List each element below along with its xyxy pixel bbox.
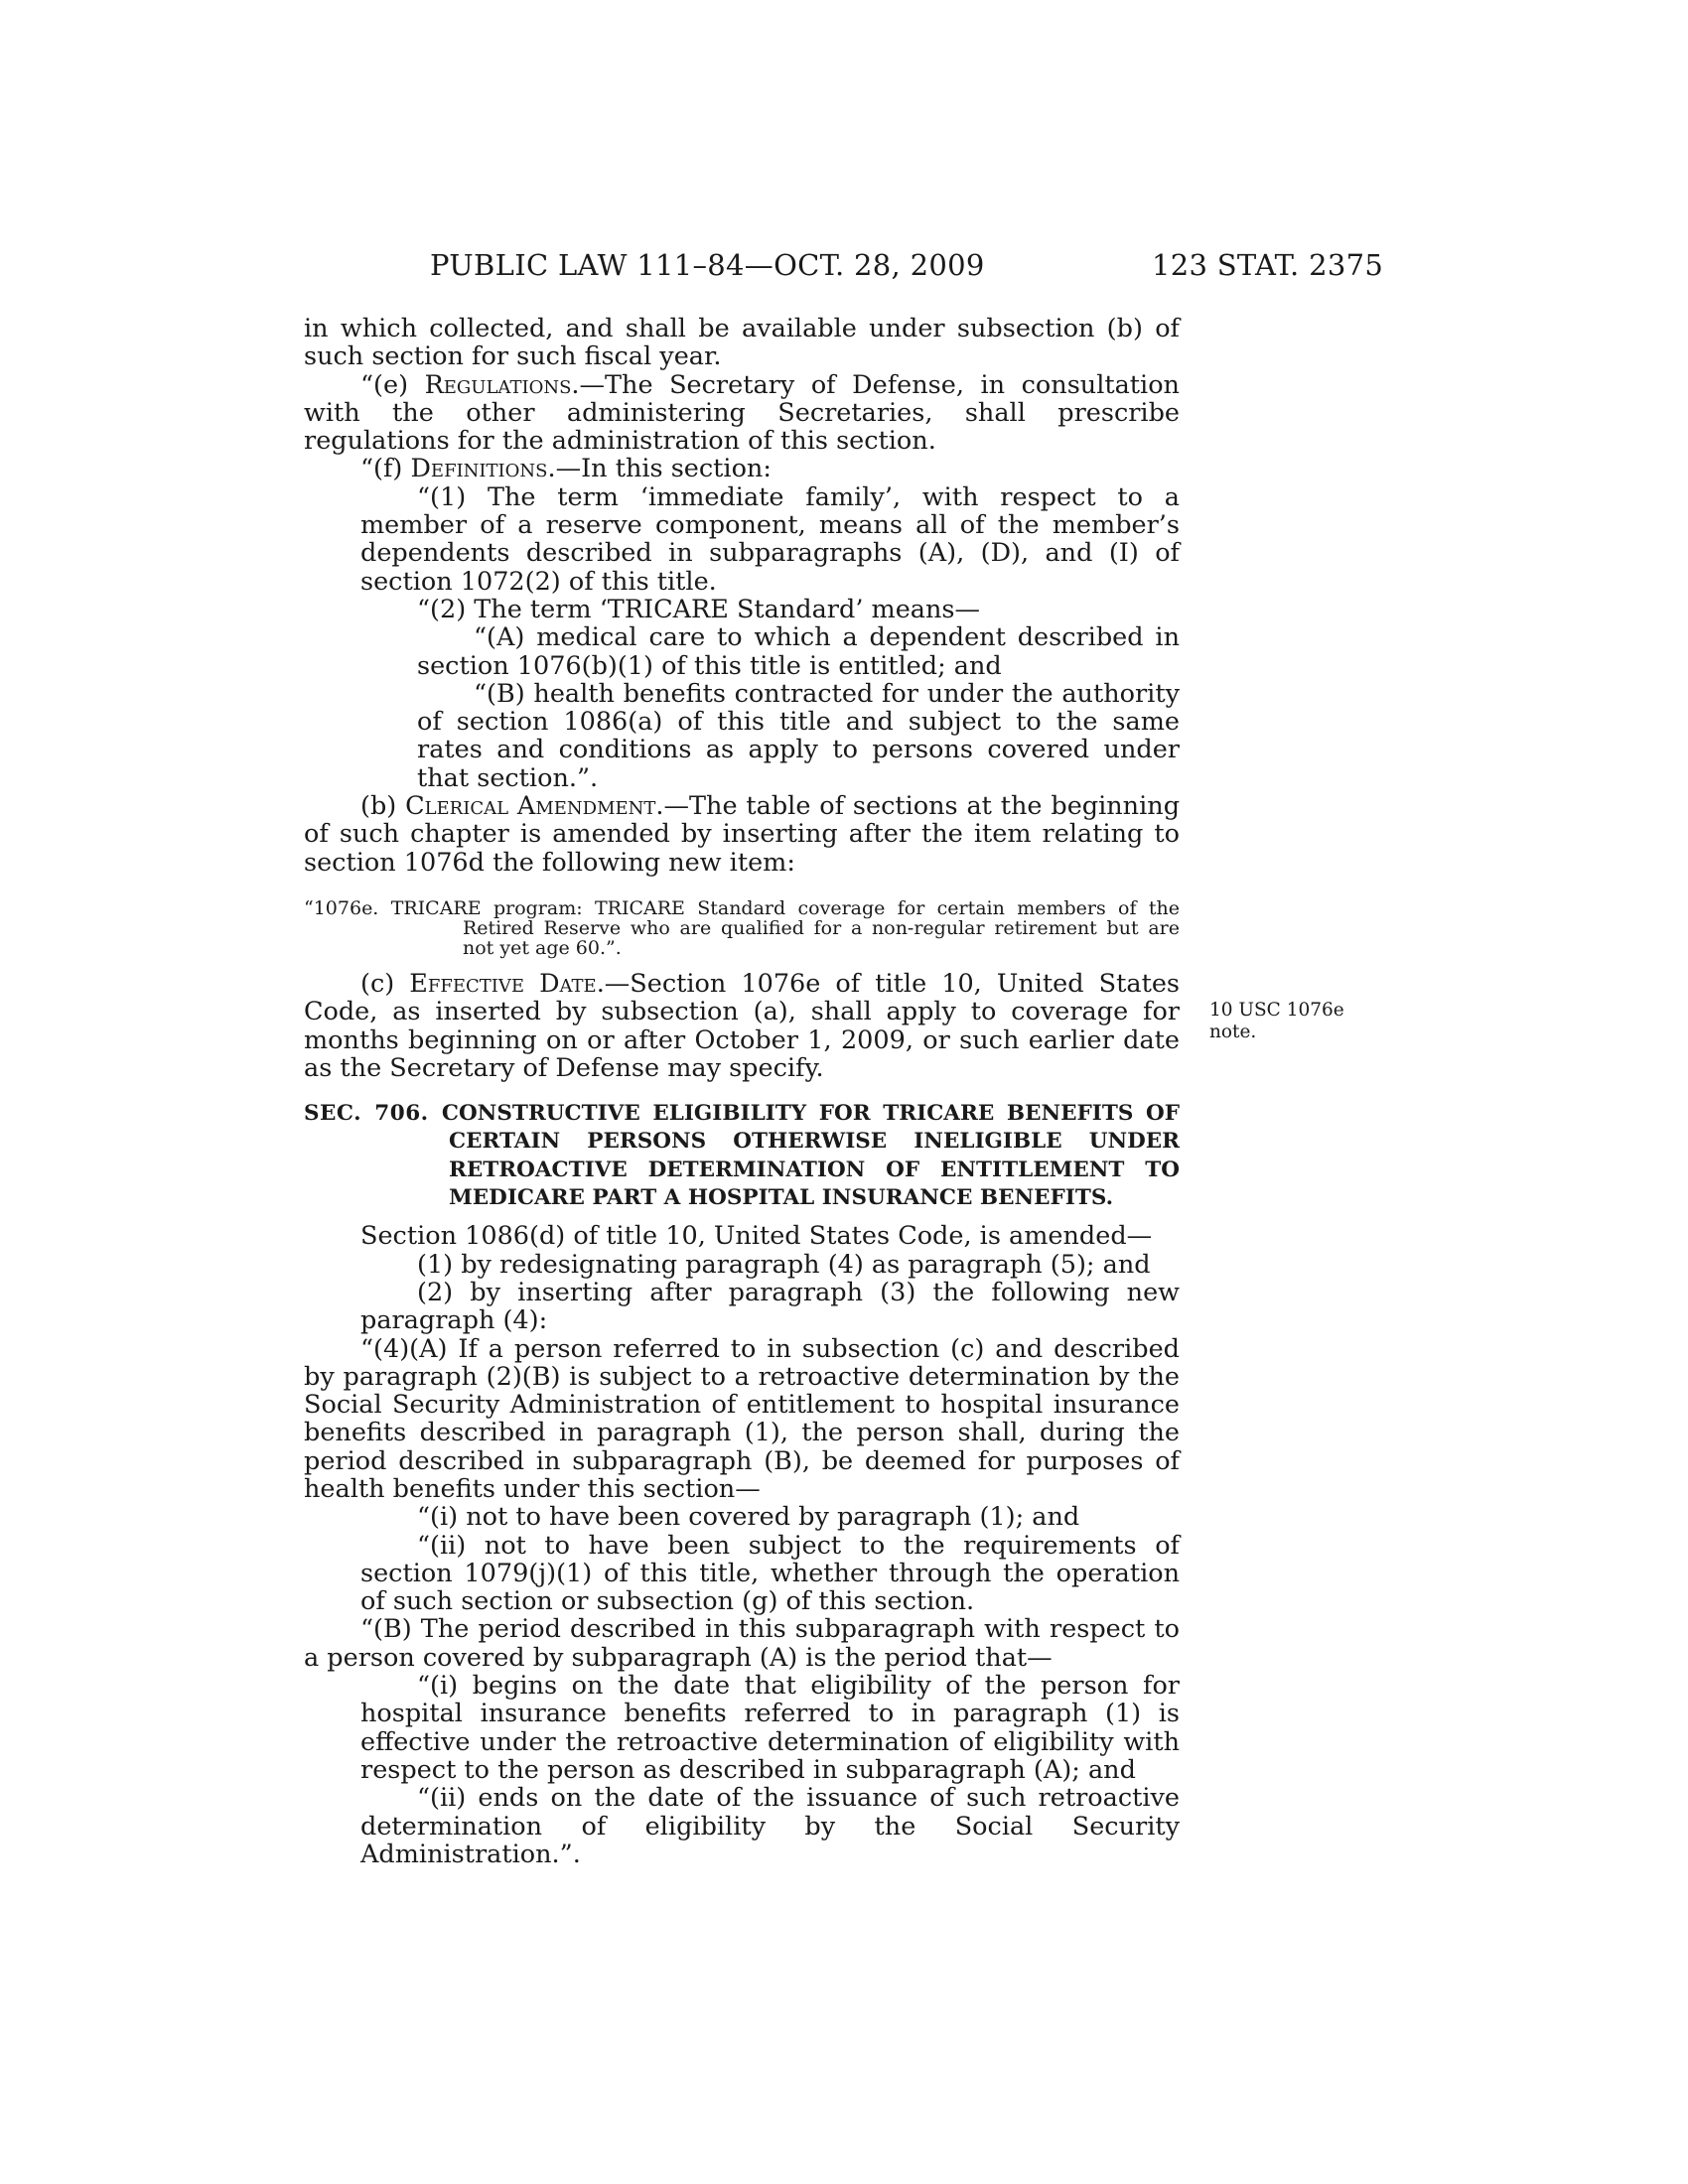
- subsection-text: .—The Secretary of Defense, in consultation with the other administering Secretaries, shall prescribe regulations for the administration of this section.: [304, 369, 1180, 457]
- paragraph: “(B) health benefits contracted for under the authority of section 1086(a) of this title and subject to the same rates and conditions as apply to persons covered under that section.”.: [417, 678, 1180, 793]
- paragraph: in which collected, and shall be available under subsection (b) of such section for such fiscal year.: [304, 314, 1180, 372]
- paragraph: (2) by inserting after paragraph (3) the following new paragraph (4):: [360, 1277, 1180, 1336]
- paragraph: “(A) medical care to which a dependent described in section 1076(b)(1) of this title is entitled; and: [417, 622, 1180, 681]
- subsection-e: [304, 371, 1180, 456]
- subsection-c: [304, 970, 1180, 1082]
- paragraph: “(i) begins on the date that eligibility of the person for hospital insurance benefits referred to in paragraph (1) is effective under the retroactive determination of eligibility with respect to the person as described in subparagraph (A); and: [360, 1671, 1180, 1785]
- subsection-text: .—Section 1076e of title 10, United States Code, as inserted by subsection (a), shall apply to coverage for months beginning on or after October 1, 2009, or such earlier date as the Secretary of Defense may specify.: [304, 968, 1180, 1083]
- subsection-text: .—In this section:: [547, 454, 772, 484]
- subsection-label: (b): [360, 791, 406, 822]
- section-number: SEC. 706.: [304, 1101, 442, 1127]
- paragraph: “(4)(A) If a person referred to in subsection (c) and described by paragraph (2)(B) is subject to a retroactive determination by the Social Security Administration of entitlement to hospital insurance benefits described in paragraph (1), the person shall, during the period described in subparagraph (B), be deemed for purposes of health benefits under this section—: [304, 1333, 1180, 1504]
- page-number: 123 STAT. 2375: [1152, 248, 1384, 282]
- paragraph: “(ii) ends on the date of the issuance of such retroactive determination of eligibility by the Social Security Administration.”.: [360, 1783, 1180, 1869]
- paragraph: “(i) not to have been covered by paragraph (1); and: [417, 1502, 1080, 1533]
- running-head-title: PUBLIC LAW 111–84—OCT. 28, 2009: [430, 248, 985, 282]
- subsection-heading: Regulations: [424, 369, 572, 400]
- section-heading: [304, 1100, 1180, 1212]
- document-body: [304, 315, 1180, 1868]
- subsection-label: “(e): [360, 369, 425, 400]
- subsection-label: “(f): [360, 454, 411, 484]
- margin-note: 10 USC 1076e note.: [1209, 1000, 1344, 1042]
- paragraph: “(1) The term ‘immediate family’, with respect to a member of a reserve component, means all of the member’s dependents described in subparagraphs (A), (D), and (I) of section 1072(2) of this title.: [360, 481, 1180, 597]
- paragraph: “(2) The term ‘TRICARE Standard’ means—: [417, 594, 981, 624]
- subsection-heading: Effective Date: [409, 968, 597, 999]
- subsection-text: .—The table of sections at the beginning of such chapter is amended by inserting after the item relating to section 1076d the following new item:: [304, 791, 1181, 878]
- table-of-sections-item: “1076e. TRICARE program: TRICARE Standard coverage for certain members of the Retired Reserve who are qualified for a non-regular retirement but are not yet age 60.”.: [304, 896, 1180, 959]
- subsection-b: [304, 792, 1180, 877]
- paragraph: (1) by redesignating paragraph (4) as paragraph (5); and: [417, 1249, 1151, 1280]
- paragraph: “(B) The period described in this subparagraph with respect to a person covered by subparagraph (A) is the period that—: [304, 1614, 1180, 1673]
- paragraph: “(ii) not to have been subject to the requirements of section 1079(j)(1) of this title, whether through the operation of such section or subsection (g) of this section.: [360, 1530, 1180, 1617]
- paragraph: Section 1086(d) of title 10, United States Code, is amended—: [360, 1221, 1153, 1252]
- section-title: CONSTRUCTIVE ELIGIBILITY FOR TRICARE BENEFITS OF CERTAIN PERSONS OTHERWISE INELIGIBLE UNDER RETROACTIVE DETERMINATION OF ENTITLEMENT TO MEDICARE PART A HOSPITAL INSURANCE BENEFITS.: [441, 1101, 1180, 1211]
- subsection-label: (c): [360, 968, 410, 999]
- subsection-heading: Clerical Amendment: [405, 791, 656, 822]
- subsection-f: [304, 455, 1180, 482]
- subsection-heading: Definitions: [410, 454, 548, 484]
